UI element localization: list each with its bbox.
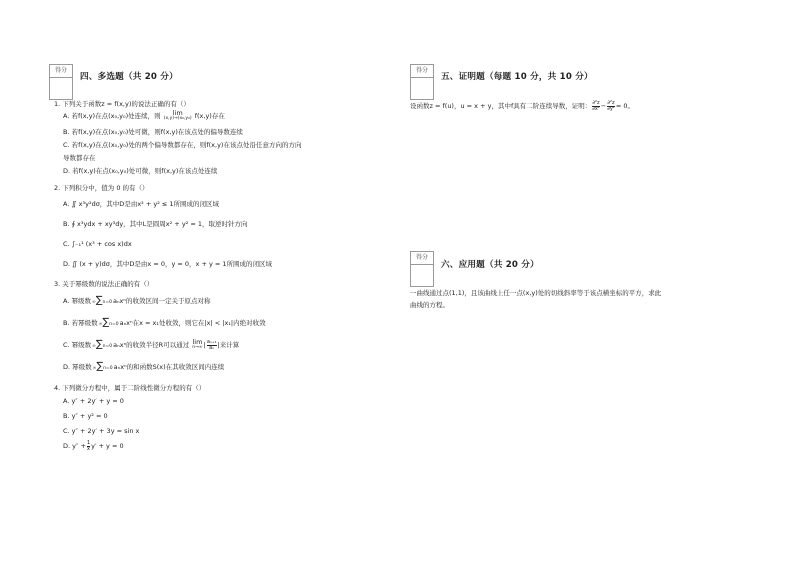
multiple-choice-questions xyxy=(54,99,301,454)
question-2-option-b: B. ∮ x³ydx + xy³dy，其中L是圆周x² + y² = 1，取逆时针方向 xyxy=(63,220,248,228)
question-3-option-c: C. 幂级数∞∑n=0aₙxⁿ的收敛半径R可以通过 lim n→∞ | $\frac{\text{aₙ₊₁}}{\text{aₙ}}$ |来计算 xyxy=(63,338,240,351)
application-problem: 一曲线通过点(1,1)，且该曲线上任一点(x,y)处的切线斜率等于该点横坐标的平方，求此 曲线的方程。 xyxy=(410,289,662,309)
section-title-application: 六、应用题（共 20 分） xyxy=(441,260,539,270)
question-3-option-d: D. 幂级数∞∑n=0aₙxⁿ的和函数S(x)在其收敛区间内连续 xyxy=(63,361,225,372)
question-4-option-c: C. y″ + 2y′ + 3y = sin x xyxy=(63,427,140,435)
question-4-stem: 4. 下列微分方程中，属于二阶线性微分方程的有（） xyxy=(54,384,206,392)
question-3-option-b: B. 若幂级数∞∑n=0aₙxⁿ在x = x₁处收敛，则它在|x| < |x₁|内绝对收敛 xyxy=(63,317,266,328)
question-1-option-d: D. 若f(x,y)在点(x₀,y₀)处可微，则f(x,y)在该点处连续 xyxy=(63,167,218,175)
summation-symbol: ∞∑n=0 xyxy=(92,361,113,372)
question-1-option-c: C. 若f(x,y)在点(x₀,y₀)处的两个偏导数都存在，则f(x,y)在该点处沿任意方向的方向 xyxy=(63,141,302,149)
score-box-section-4 xyxy=(49,64,73,100)
score-label: 得分 xyxy=(411,65,433,78)
second-partial-x: $\frac{\text{∂²z}}{\text{∂x²}}$ xyxy=(592,99,600,112)
summation-symbol: ∞∑n=0 xyxy=(91,295,112,306)
question-2-stem: 2. 下列积分中，值为 0 的有（） xyxy=(54,184,149,192)
score-label: 得分 xyxy=(411,252,433,265)
summation-symbol: ∞∑n=0 xyxy=(98,317,119,328)
question-2-option-d: D. ∬ (x + y)dσ，其中D是由x = 0，y = 0，x + y = 1所围成的闭区域 xyxy=(63,260,273,268)
question-1-option-a: A. 若f(x,y)在点(x₀,y₀)处连续，则 lim (x,y)→(x₀,y₀) f(x,y)存在 xyxy=(63,109,225,121)
question-2-option-a: A. ∬ x³y²dσ，其中D是由x² + y² ≤ 1所围成的闭区域 xyxy=(63,200,220,208)
proof-problem: 设函数z = f(u)，u = x + y，其中f具有二阶连续导数，证明： $\frac{\text{∂²z}}{\text{∂x²}}$ − $\frac{\text{∂²z}}{\text{∂y²}}$ = 0。 xyxy=(410,99,634,112)
question-4-option-b: B. y″ + y² = 0 xyxy=(63,412,108,420)
score-box-section-5 xyxy=(410,64,434,100)
score-label: 得分 xyxy=(50,65,72,78)
score-box-section-6 xyxy=(410,251,434,287)
limit-expression: lim n→∞ xyxy=(192,338,203,350)
limit-expression: lim (x,y)→(x₀,y₀) xyxy=(163,109,192,121)
question-4-option-a: A. y″ + 2y′ + y = 0 xyxy=(63,397,124,405)
question-4-option-d: D. y″ + $\frac{1}{x}$ y′ + y = 0 xyxy=(63,439,124,452)
question-1-option-c-cont: 导数都存在 xyxy=(63,154,96,162)
question-1-stem: 1. 下列关于函数z = f(x,y)的说法正确的有（） xyxy=(54,100,190,108)
one-over-x-fraction: $\frac{1}{x}$ xyxy=(86,439,91,452)
ratio-fraction: $\frac{\text{aₙ₊₁}}{\text{aₙ}}$ xyxy=(206,338,217,351)
summation-symbol: ∞∑n=0 xyxy=(92,339,113,350)
question-3-stem: 3. 关于幂级数的说法正确的有（） xyxy=(54,280,154,288)
second-partial-y: $\frac{\text{∂²z}}{\text{∂y²}}$ xyxy=(607,99,615,112)
section-title-proof: 五、证明题（每题 10 分，共 10 分） xyxy=(441,72,593,82)
section-title-multiple-choice: 四、多选题（共 20 分） xyxy=(80,72,178,82)
question-2-option-c: C. ∫₋₁¹ (x³ + cos x)dx xyxy=(63,240,132,248)
question-1-option-b: B. 若f(x,y)在点(x₀,y₀)处可微，则f(x,y)在该点处的偏导数连续 xyxy=(63,128,243,136)
question-3-option-a: A. 幂级数∞∑n=0aₙxⁿ的收敛区间一定关于原点对称 xyxy=(63,295,211,306)
